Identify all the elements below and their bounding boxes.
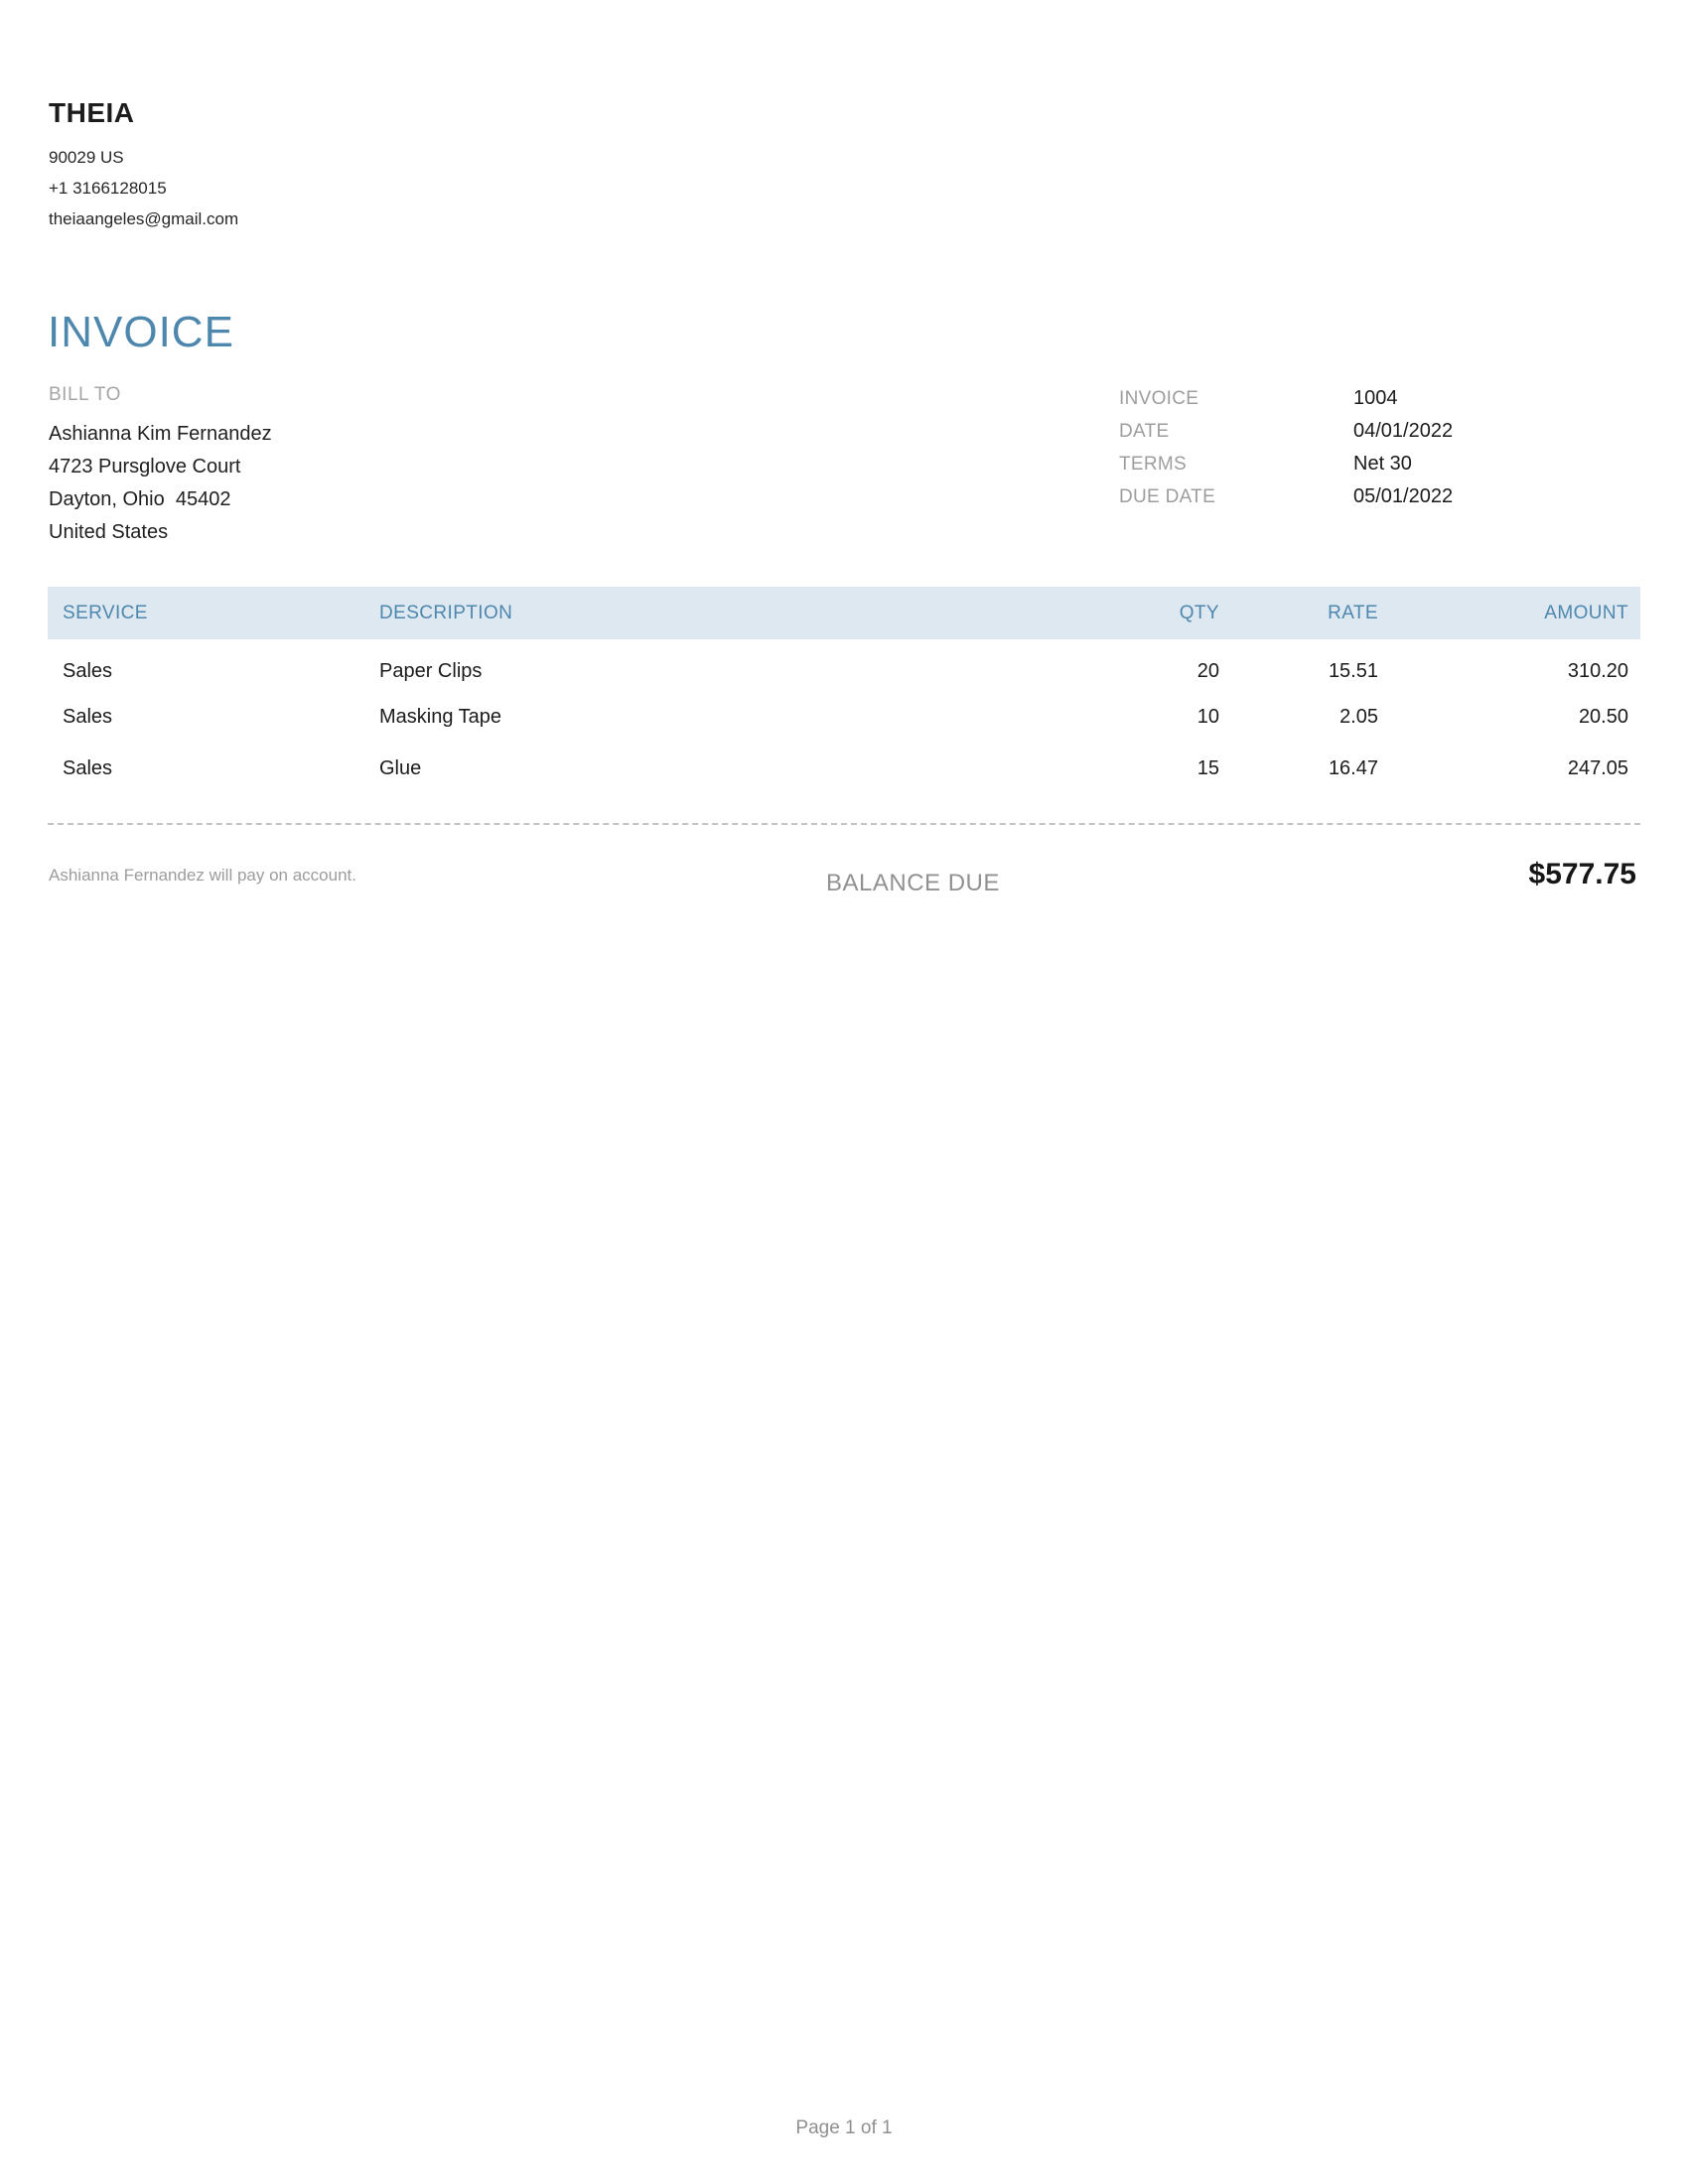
invoice-number-label: INVOICE (1119, 388, 1199, 409)
cell-description: Masking Tape (379, 705, 502, 728)
column-header-service: SERVICE (48, 587, 379, 639)
column-header-rate: RATE (1219, 587, 1378, 639)
cell-rate: 16.47 (1328, 756, 1378, 779)
column-header-qty: QTY (935, 587, 1219, 639)
cell-qty: 20 (1196, 659, 1219, 682)
bill-to-country: United States (49, 521, 169, 543)
invoice-title: INVOICE (48, 308, 234, 356)
balance-due-amount: $577.75 (1528, 858, 1636, 890)
company-phone: +1 3166128015 (49, 179, 167, 198)
table-row (48, 639, 1640, 691)
cell-service: Sales (63, 659, 113, 682)
bill-to-city: Dayton, Ohio 45402 (49, 488, 231, 510)
cell-rate: 2.05 (1339, 705, 1378, 728)
company-header (49, 97, 238, 234)
table-row (48, 743, 1640, 794)
column-header-description: DESCRIPTION (379, 587, 935, 639)
cell-qty: 10 (1196, 705, 1219, 728)
dashed-divider (48, 823, 1640, 825)
cell-qty: 15 (1196, 756, 1219, 779)
cell-service: Sales (63, 756, 113, 779)
cell-amount: 247.05 (1567, 756, 1628, 779)
cell-amount: 20.50 (1578, 705, 1628, 728)
cell-rate: 15.51 (1328, 659, 1378, 682)
invoice-meta (1119, 382, 1453, 513)
bill-to-label: BILL TO (49, 384, 121, 405)
payment-note: Ashianna Fernandez will pay on account. (49, 866, 356, 885)
line-items-table (48, 587, 1640, 794)
company-email: theiaangeles@gmail.com (49, 209, 239, 228)
cell-amount: 310.20 (1567, 659, 1628, 682)
cell-description: Paper Clips (379, 659, 483, 682)
column-header-amount: AMOUNT (1378, 587, 1640, 639)
balance-due-label: BALANCE DUE (826, 870, 1000, 896)
invoice-due-date-label: DUE DATE (1119, 486, 1216, 507)
invoice-terms-value: Net 30 (1353, 453, 1412, 475)
invoice-number-value: 1004 (1353, 387, 1398, 409)
cell-description: Glue (379, 756, 422, 779)
table-row (48, 691, 1640, 743)
page-indicator: Page 1 of 1 (795, 2117, 893, 2138)
company-name: THEIA (49, 97, 135, 128)
invoice-date-label: DATE (1119, 421, 1170, 442)
bill-to-street: 4723 Pursglove Court (49, 456, 241, 478)
bill-to-name: Ashianna Kim Fernandez (49, 423, 272, 445)
bill-to-block (49, 384, 272, 549)
invoice-date-value: 04/01/2022 (1353, 420, 1454, 442)
invoice-due-date-value: 05/01/2022 (1353, 485, 1454, 507)
company-address: 90029 US (49, 148, 124, 167)
invoice-terms-label: TERMS (1119, 454, 1187, 475)
line-items-header (48, 587, 1640, 639)
cell-service: Sales (63, 705, 113, 728)
